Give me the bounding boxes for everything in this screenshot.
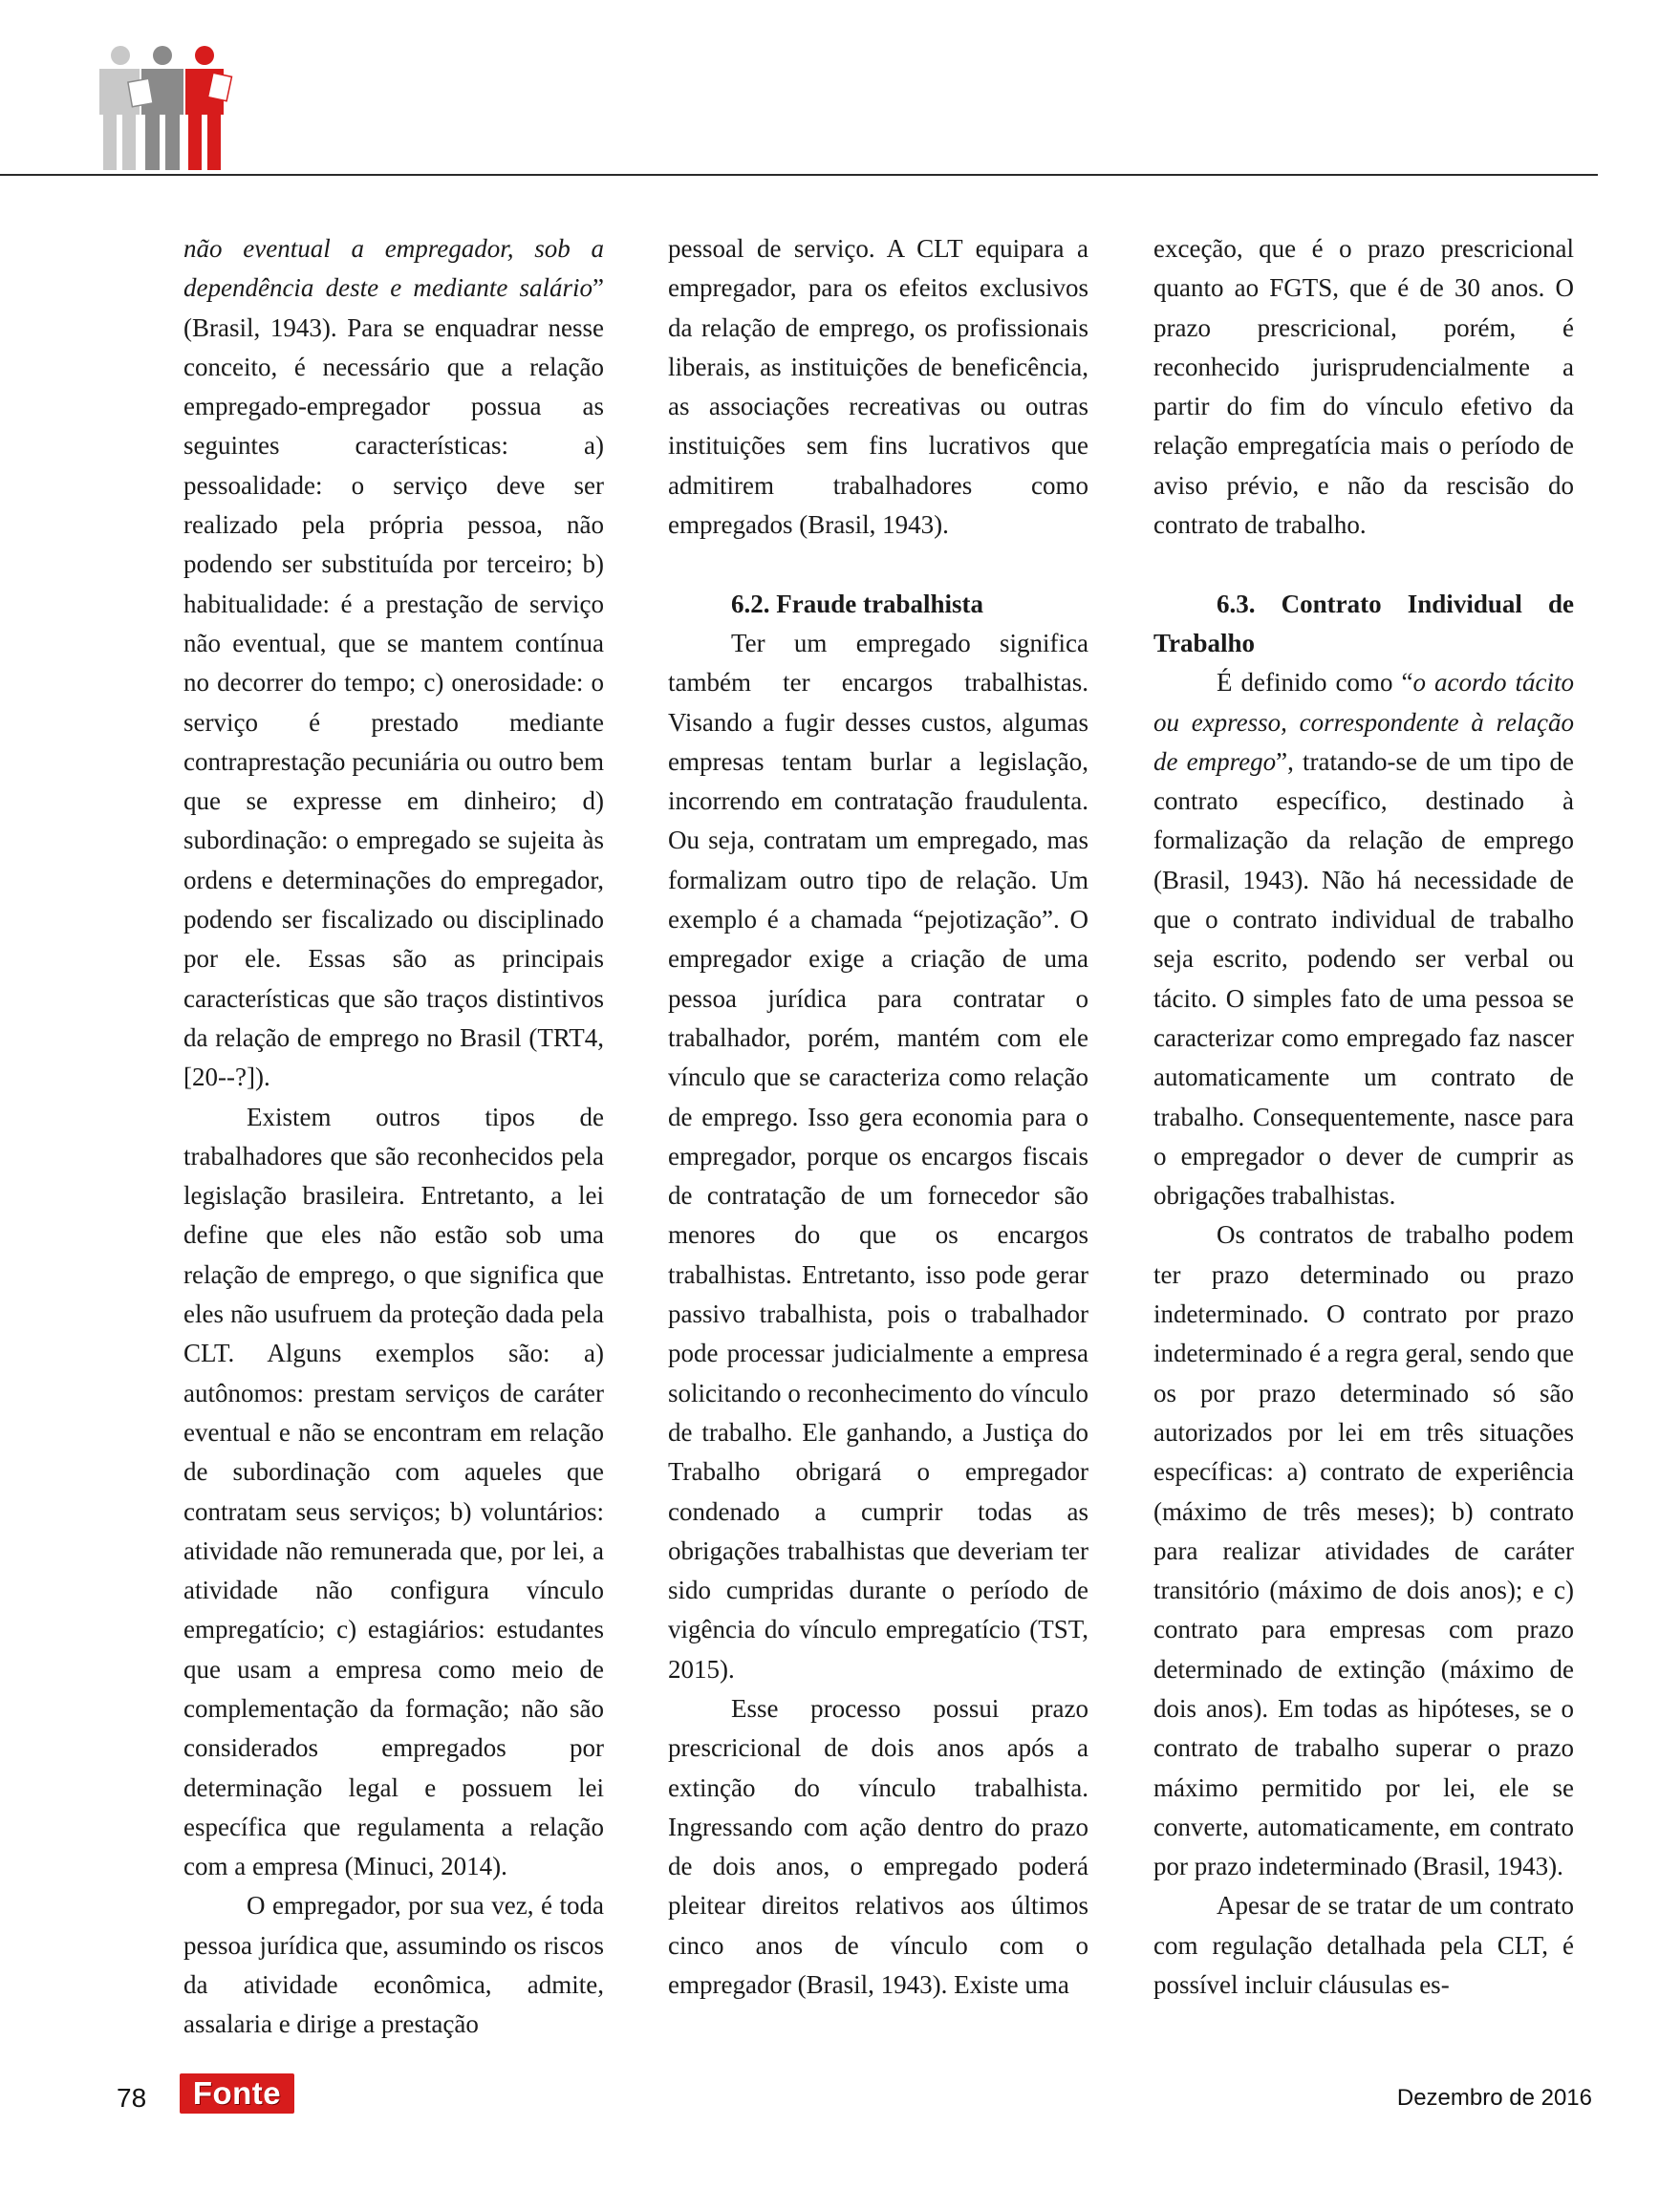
- paragraph: [183, 1098, 604, 1887]
- text-run: ” (Brasil, 1943). Para se enquadrar nesse conceito, é necessário que a relação empregado-empregador possua as seguintes características: a) pessoalidade: o serviço deve ser realizado pela própria pessoa, não podendo ser substituída por terceiro; b) habitualidade: é a prestação de serviço não eventual, que se mantem contínua no decorrer do tempo; c) onerosidade: o serviço é prestado mediante contraprestação pecuniária ou outro bem que se expresse em dinheiro; d) subordinação: o empregado se sujeita às ordens e determinações do empregador, podendo ser fiscalizado ou disciplinado por ele. Essas são as principais características que são traços distintivos da relação de emprego no Brasil (TRT4, [20--?]).: [183, 273, 604, 1092]
- page-number: 78: [117, 2083, 147, 2113]
- paragraph: [1153, 1215, 1574, 1886]
- paragraph: [668, 1689, 1088, 2005]
- issue-date: Dezembro de 2016: [1396, 2085, 1592, 2111]
- paragraph: [183, 1886, 604, 2044]
- text-run: Esse processo possui prazo prescricional de dois anos após a extinção do vínculo trabalhista. Ingressando com ação dentro do prazo de dois anos, o empregado poderá pleitear direitos relativos aos últimos cinco anos de vínculo com o empregador (Brasil, 1943). Existe uma: [668, 1693, 1088, 2000]
- text-run: ”, tratando-se de um tipo de contrato específico, destinado à formalização da relação de emprego (Brasil, 1943). Não há necessidade de que o contrato individual de trabalho seja escrito, podendo ser verbal ou tácito. O simples fato de uma pessoa se caracterizar como empregado faz nascer automaticamente um contrato de trabalho. Consequentemente, nasce para o empregador o dever de cumprir as obrigações trabalhistas.: [1153, 746, 1574, 1211]
- text-column-3: [1153, 229, 1574, 2005]
- text-column-2: [668, 229, 1088, 2005]
- text-run: pessoal de serviço. A CLT equipara a empregador, para os efeitos exclusivos da relação de emprego, os profissionais liberais, as instituições de beneficência, as associações recreativas ou outras instituições sem fins lucrativos que admitirem trabalhadores como empregados (Brasil, 1943).: [668, 234, 1088, 540]
- paragraph: [668, 624, 1088, 1689]
- text-run: Os contratos de trabalho podem ter prazo determinado ou prazo indeterminado. O contrato por prazo indeterminado é a regra geral, sendo que os por prazo determinado só são autorizados por lei em três situações específicas: a) contrato de experiência (máximo de três meses); b) contrato para realizar atividades de caráter transitório (máximo de dois anos); e c) contrato para empresas com prazo determinado de extinção (máximo de dois anos). Em todas as hipóteses, se o contrato de trabalho superar o prazo máximo permitido por lei, ele se converte, automaticamente, em contrato por prazo indeterminado (Brasil, 1943).: [1153, 1220, 1574, 1881]
- paragraph: [1153, 663, 1574, 1215]
- text-run: Ter um empregado significa também ter encargos trabalhistas. Visando a fugir desses custos, algumas empresas tentam burlar a legislação, incorrendo em contratação fraudulenta. Ou seja, contratam um empregado, mas formalizam outro tipo de relação. Um exemplo é a chamada “pejotização”. O empregador exige a criação de uma pessoa jurídica para contratar o trabalhador, porém, mantém com ele vínculo que se caracteriza como relação de emprego. Isso gera economia para o empregador, porque os encargos fiscais de contratação de um fornecedor são menores do que os encargos trabalhistas. Entretanto, isso pode gerar passivo trabalhista, pois o trabalhador pode processar judicialmente a empresa solicitando o reconhecimento do vínculo de trabalho. Ele ganhando, a Justiça do Trabalho obrigará o empregador condenado a cumprir todas as obrigações trabalhistas que deveriam ter sido cumpridas durante o período de vigência do vínculo empregatício (TST, 2015).: [668, 628, 1088, 1684]
- text-run: É definido como “: [1217, 668, 1413, 698]
- italic-quote: o acordo tácito ou expresso, correspondente à relação de emprego: [1153, 668, 1574, 776]
- text-run: Apesar de se tratar de um contrato com regulação detalhada pela CLT, é possível incluir cláusulas es-: [1153, 1891, 1574, 2000]
- paragraph: [183, 229, 604, 1098]
- paragraph: [668, 229, 1088, 545]
- section-heading: 6.2. Fraude trabalhista: [731, 589, 984, 618]
- italic-quote: não eventual a empregador, sob a dependência deste e mediante salário: [183, 234, 604, 303]
- text-run: O empregador, por sua vez, é toda pessoa jurídica que, assumindo os riscos da atividade econômica, admite, assalaria e dirige a prestação: [183, 1891, 604, 2039]
- paragraph-gap: [1153, 545, 1574, 584]
- text-column-1: [183, 229, 604, 2045]
- text-run: Existem outros tipos de trabalhadores que são reconhecidos pela legislação brasileira. Entretanto, a lei define que eles não estão sob uma relação de emprego, o que significa que eles não usufruem da proteção dada pela CLT. Alguns exemplos são: a) autônomos: prestam serviços de caráter eventual e não se encontram em relação de subordinação com aqueles que contratam seus serviços; b) voluntários: atividade não remunerada que, por lei, a atividade não configura vínculo empregatício; c) estagiários: estudantes que usam a empresa como meio de complementação da formação; não são considerados empregados por determinação legal e possuem lei específica que regulamenta a relação com a empresa (Minuci, 2014).: [183, 1102, 604, 1881]
- section-heading: 6.3. Contrato Individual de Trabalho: [1153, 589, 1574, 657]
- paragraph: [1153, 229, 1574, 545]
- text-run: exceção, que é o prazo prescricional quanto ao FGTS, que é de 30 anos. O prazo prescricional, porém, é reconhecido jurisprudencialmente a partir do fim do vínculo efetivo da relação empregatícia mais o período de aviso prévio, e não da rescisão do contrato de trabalho.: [1153, 234, 1574, 540]
- paragraph-gap: [668, 545, 1088, 584]
- brand-logo: Fonte: [180, 2073, 294, 2114]
- paragraph: [1153, 1886, 1574, 2005]
- three-people-icon: [92, 42, 235, 176]
- header-rule: [0, 174, 1598, 176]
